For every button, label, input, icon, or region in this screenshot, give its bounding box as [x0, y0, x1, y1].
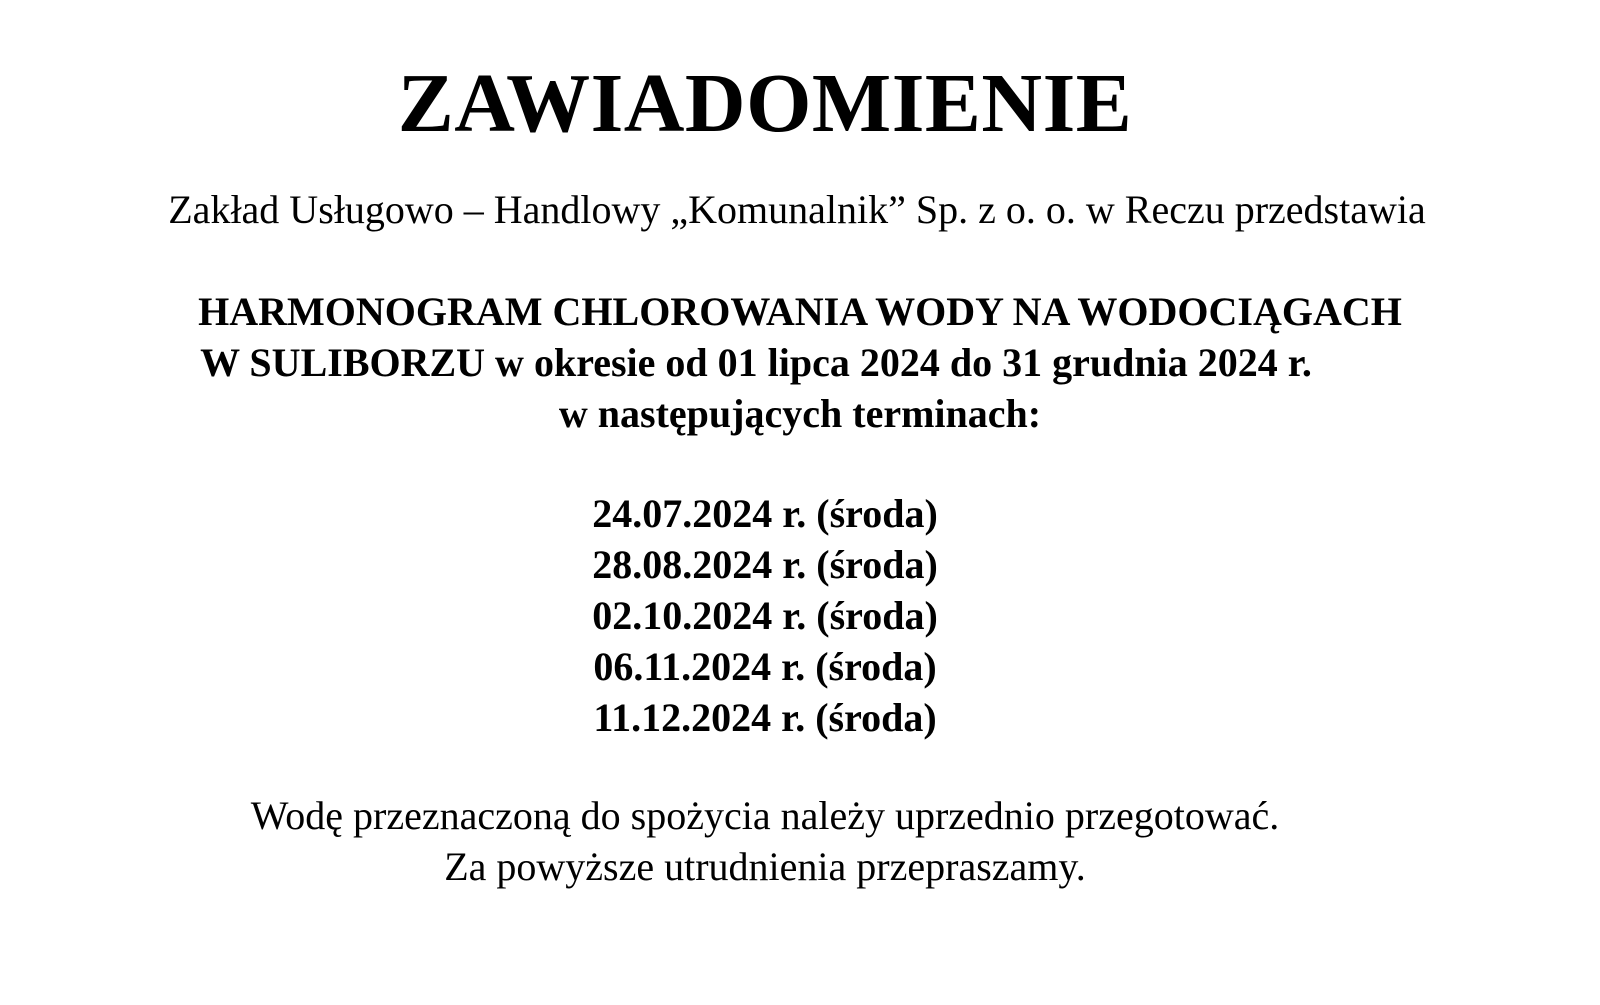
date-item: 02.10.2024 r. (środa) — [592, 593, 938, 638]
company-intro: Zakład Usługowo – Handlowy „Komunalnik” Sp. z o. o. w Reczu przedstawia — [168, 187, 1426, 232]
date-item: 06.11.2024 r. (środa) — [593, 644, 937, 689]
heading-line-1: HARMONOGRAM CHLOROWANIA WODY NA WODOCIĄGACH — [198, 289, 1402, 334]
schedule-heading — [130, 286, 1470, 439]
document-title: ZAWIADOMIENIE — [397, 57, 1133, 150]
heading-line-2: W SULIBORZU w okresie od 01 lipca 2024 do 31 grudnia 2024 r. — [200, 340, 1312, 385]
date-item: 11.12.2024 r. (środa) — [593, 695, 937, 740]
chlorination-dates-list — [0, 488, 1530, 743]
date-item: 28.08.2024 r. (środa) — [592, 542, 938, 587]
heading-line-3: w następujących terminach: — [558, 391, 1042, 436]
notice-footer — [0, 790, 1530, 892]
apology-note: Za powyższe utrudnienia przepraszamy. — [444, 844, 1086, 889]
date-item: 24.07.2024 r. (środa) — [592, 491, 938, 536]
boil-water-notice: Wodę przeznaczoną do spożycia należy uprzednio przegotować. — [250, 793, 1280, 838]
